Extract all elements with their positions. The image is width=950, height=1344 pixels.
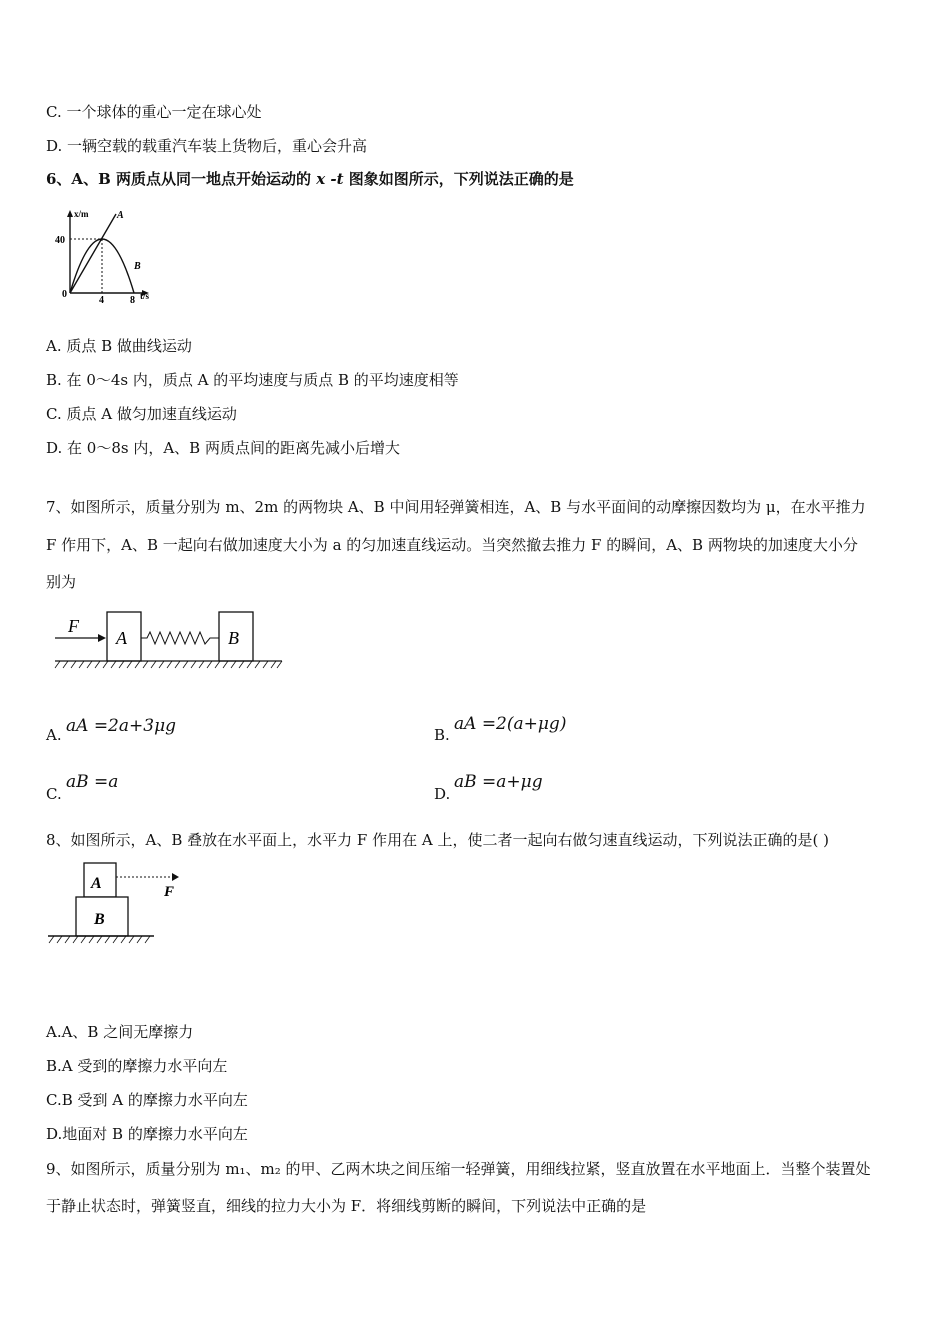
q5-option-c: C. 一个球体的重心一定在球心处 xyxy=(46,103,262,121)
q7-option-a-formula: aA =2a+3μg xyxy=(66,716,177,736)
q7-block-a: A xyxy=(116,628,127,648)
q8-option-c: C.B 受到 A 的摩擦力水平向左 xyxy=(46,1091,248,1109)
q7-option-c-label: C. xyxy=(46,785,62,803)
graph-label-a: A xyxy=(117,210,124,221)
q7-option-b-formula: aA =2(a+μg) xyxy=(454,714,567,734)
q8-stem: 8、如图所示，A、B 叠放在水平面上，水平力 F 作用在 A 上，使二者一起向右做匀速直线运动，下列说法正确的是( ) xyxy=(46,831,829,849)
q8-force-label: F xyxy=(164,884,175,900)
q6-stem-var: x -t xyxy=(316,170,344,188)
q7-option-a xyxy=(46,726,62,744)
q5-option-d: D. 一辆空载的载重汽车装上货物后，重心会升高 xyxy=(46,137,368,155)
graph-label-b: B xyxy=(134,261,141,272)
q7-block-b: B xyxy=(228,628,239,648)
graph-origin: 0 xyxy=(62,289,67,300)
q8-option-a: A.A、B 之间无摩擦力 xyxy=(46,1023,194,1041)
q7-option-d-formula: aB =a+μg xyxy=(454,772,543,792)
graph-y-tick-40: 40 xyxy=(55,235,65,246)
q7-option-b xyxy=(434,726,450,744)
q7-option-b-label: B. xyxy=(434,726,450,744)
q6-stem-pre: 6、A、B 两质点从同一地点开始运动的 xyxy=(46,170,317,188)
graph-x-tick-4: 4 xyxy=(99,295,104,305)
q7-option-c xyxy=(46,785,62,803)
q7-option-a-label: A. xyxy=(46,726,62,744)
q9-stem-line1: 9、如图所示，质量分别为 m₁、m₂ 的甲、乙两木块之间压缩一轻弹簧，用细线拉紧，竖直放置在水平地面上．当整个装置处 xyxy=(46,1160,871,1178)
q6-option-c: C. 质点 A 做匀加速直线运动 xyxy=(46,405,237,423)
q7-stem-line2: F 作用下，A、B 一起向右做加速度大小为 a 的匀加速直线运动。当突然撤去推力 F 的瞬间，A、B 两物块的加速度大小分 xyxy=(46,536,858,554)
q8-stacked-blocks-figure xyxy=(46,858,196,950)
q7-stem-line1: 7、如图所示，质量分别为 m、2m 的两物块 A、B 中间用轻弹簧相连，A、B 与水平面间的动摩擦因数均为 μ，在水平推力 xyxy=(46,498,866,516)
q7-spring-figure xyxy=(50,606,290,678)
q6-option-a: A. 质点 B 做曲线运动 xyxy=(46,337,192,355)
q6-option-d: D. 在 0～8s 内，A、B 两质点间的距离先减小后增大 xyxy=(46,439,400,457)
q6-xt-graph xyxy=(50,205,170,305)
q8-block-b: B xyxy=(94,911,105,928)
graph-x-tick-8: 8 xyxy=(130,295,135,305)
q8-option-b: B.A 受到的摩擦力水平向左 xyxy=(46,1057,228,1075)
q6-option-b: B. 在 0～4s 内，质点 A 的平均速度与质点 B 的平均速度相等 xyxy=(46,371,459,389)
q6-stem-post: 图象如图所示，下列说法正确的是 xyxy=(343,170,574,188)
q7-stem-line3: 别为 xyxy=(46,573,77,591)
q8-block-a: A xyxy=(91,875,102,892)
q8-option-d: D.地面对 B 的摩擦力水平向左 xyxy=(46,1125,248,1143)
q6-stem xyxy=(46,169,574,189)
graph-x-axis-label: t/s xyxy=(140,291,149,301)
q9-stem-line2: 于静止状态时，弹簧竖直，细线的拉力大小为 F．将细线剪断的瞬间，下列说法中正确的是 xyxy=(46,1197,647,1215)
q7-option-d-label: D. xyxy=(434,785,451,803)
graph-y-axis-label: x/m xyxy=(74,209,89,219)
q7-option-d xyxy=(434,785,450,803)
q7-force-label: F xyxy=(68,616,79,636)
q7-option-c-formula: aB =a xyxy=(66,772,119,792)
